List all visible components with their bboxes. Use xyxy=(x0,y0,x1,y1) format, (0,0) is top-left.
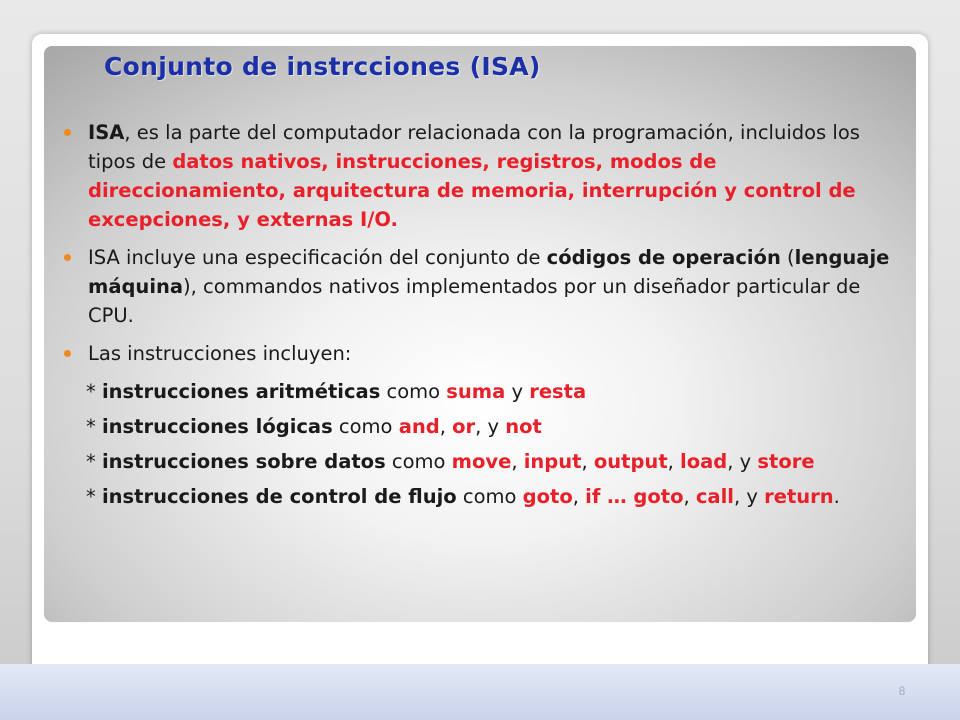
text-segment-highlight: if … goto xyxy=(585,485,684,508)
text-segment-highlight: return xyxy=(764,485,834,508)
text-segment: , es la parte del computador relacionada con la programación, incluidos los tipos de xyxy=(88,121,860,173)
text-segment: Las instrucciones incluyen: xyxy=(88,342,352,365)
bullet-item-isa-opcodes xyxy=(60,243,910,330)
text-segment: lenguaje máquina xyxy=(88,246,890,298)
text-segment: . xyxy=(833,485,840,508)
text-segment: * xyxy=(86,415,102,438)
text-segment: ISA incluye una especificación del conjunto de xyxy=(88,246,547,269)
bullet-dot-icon xyxy=(64,350,71,357)
text-segment-highlight: load xyxy=(680,450,728,473)
bullet-list xyxy=(60,118,910,517)
text-segment-highlight: not xyxy=(505,415,542,438)
text-segment: ISA xyxy=(88,121,125,144)
text-segment: y xyxy=(505,380,530,403)
instruction-line-logical xyxy=(60,412,910,441)
slide-title: Conjunto de instrcciones (ISA) xyxy=(104,52,541,81)
text-segment: * xyxy=(86,450,102,473)
text-segment: , xyxy=(581,450,594,473)
text-segment: ( xyxy=(780,246,795,269)
text-segment: como xyxy=(456,485,523,508)
text-segment: , xyxy=(683,485,696,508)
text-segment-highlight: suma xyxy=(446,380,506,403)
text-segment-highlight: call xyxy=(695,485,734,508)
text-segment-highlight: resta xyxy=(529,380,587,403)
text-segment: , y xyxy=(733,485,765,508)
text-segment: instrucciones lógicas xyxy=(101,415,333,438)
instruction-line-flow-control xyxy=(60,482,910,511)
text-segment: instrucciones aritméticas xyxy=(101,380,381,403)
bullet-item-isa-definition xyxy=(60,118,910,234)
text-segment-highlight: output xyxy=(593,450,668,473)
text-segment-highlight: goto xyxy=(522,485,573,508)
text-segment: instrucciones sobre datos xyxy=(101,450,386,473)
bullet-dot-icon xyxy=(64,129,71,136)
page-number: 8 xyxy=(898,684,906,698)
text-segment: , y xyxy=(475,415,506,438)
text-segment-highlight: and xyxy=(398,415,440,438)
text-segment: como xyxy=(385,450,452,473)
text-segment: * xyxy=(86,485,102,508)
text-segment-highlight: datos nativos, instrucciones, registros, modos de direccionamiento, arquitectura de memoria, interrupción y control de excepciones, y externas I/O. xyxy=(88,150,856,231)
text-segment: como xyxy=(332,415,399,438)
bullet-dot-icon xyxy=(64,254,71,261)
text-segment: códigos de operación xyxy=(546,246,781,269)
text-segment: ), commandos nativos implementados por un diseñador particular de CPU. xyxy=(88,275,861,327)
text-segment: * xyxy=(86,380,102,403)
instruction-line-arithmetic xyxy=(60,377,910,406)
text-segment: , xyxy=(439,415,453,438)
text-segment: , xyxy=(667,450,681,473)
text-segment-highlight: move xyxy=(451,450,512,473)
text-segment: como xyxy=(380,380,447,403)
text-segment: instrucciones de control de flujo xyxy=(101,485,457,508)
text-segment: , y xyxy=(727,450,758,473)
text-segment: , xyxy=(572,485,586,508)
text-segment-highlight: input xyxy=(523,450,582,473)
instruction-line-data xyxy=(60,447,910,476)
bullet-item-instructions-intro xyxy=(60,339,910,368)
footer-bar xyxy=(0,664,960,720)
text-segment-highlight: store xyxy=(757,450,815,473)
text-segment-highlight: or xyxy=(452,415,476,438)
text-segment: , xyxy=(511,450,524,473)
